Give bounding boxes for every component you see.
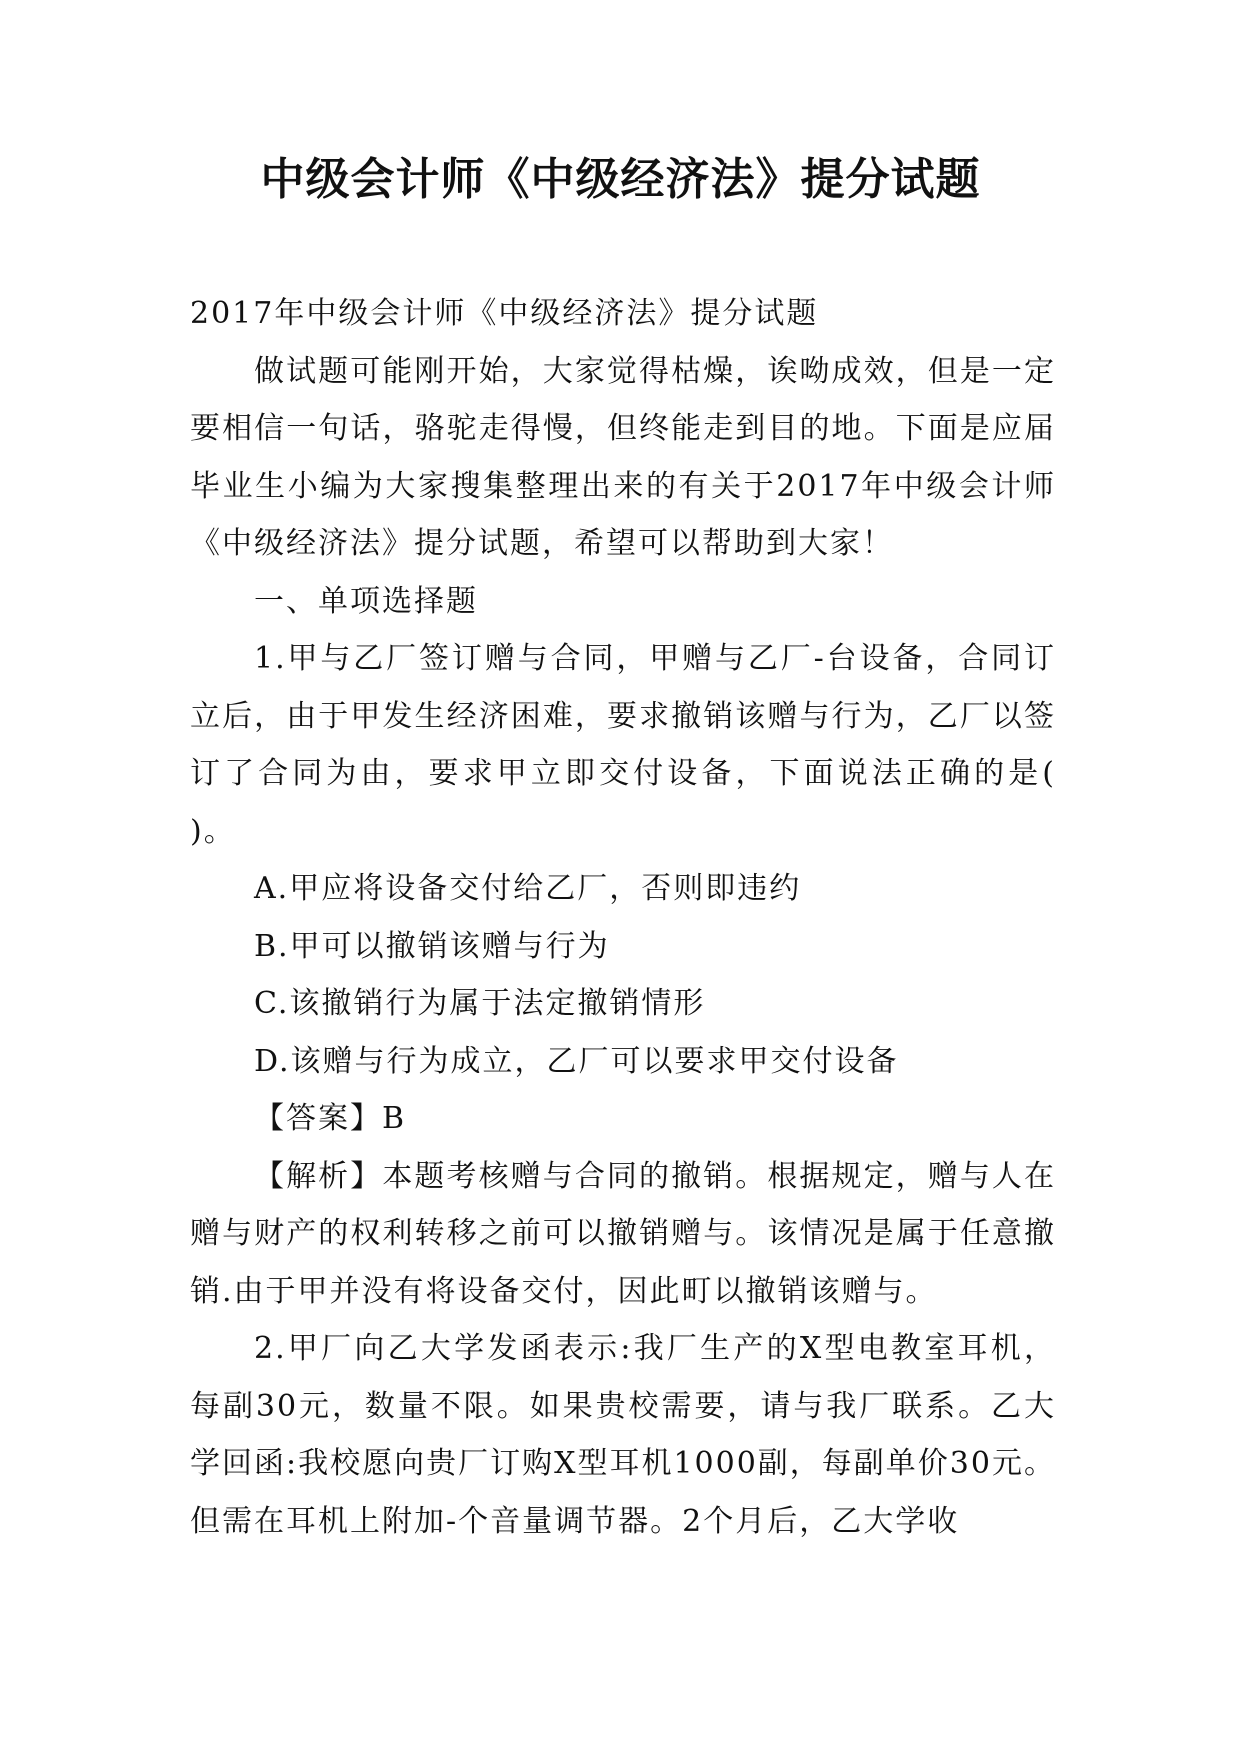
analysis: 【解析】本题考核赠与合同的撤销。根据规定，赠与人在赠与财产的权利转移之前可以撤销赠与。该情况是属于任意撤销.由于甲并没有将设备交付，因此町以撤销该赠与。 [190, 1158, 1056, 1309]
subtitle-paragraph: 2017年中级会计师《中级经济法》提分试题 [190, 296, 819, 331]
option-d: D.该赠与行为成立，乙厂可以要求甲交付设备 [254, 1043, 899, 1079]
answer: 【答案】B [254, 1101, 407, 1136]
option-b: B.甲可以撤销该赠与行为 [254, 928, 610, 964]
document-body [190, 285, 1056, 1550]
option-c: C.该撤销行为属于法定撤销情形 [254, 986, 706, 1021]
intro-paragraph: 做试题可能刚开始，大家觉得枯燥，诶呦成效，但是一定要相信一句话，骆驼走得慢，但终能走到目的地。下面是应届毕业生小编为大家搜集整理出来的有关于2017年中级会计师《中级经济法》提分试题，希望可以帮助到大家！ [190, 353, 1056, 561]
question-2: 2.甲厂向乙大学发函表示:我厂生产的X型电教室耳机，每副30元，数量不限。如果贵校需要，请与我厂联系。乙大学回函:我校愿向贵厂订购X型耳机1000副，每副单价30元。但需在耳机上附加-个音量调节器。2个月后，乙大学收 [190, 1331, 1056, 1539]
option-a: A.甲应将设备交付给乙厂，否则即违约 [254, 871, 802, 906]
question-1: 1.甲与乙厂签订赠与合同，甲赠与乙厂-台设备，合同订立后，由于甲发生经济困难，要求撤销该赠与行为，乙厂以签订了合同为由，要求甲立即交付设备，下面说法正确的是( )。 [190, 641, 1056, 849]
document-title: 中级会计师《中级经济法》提分试题 [260, 154, 981, 205]
section-heading: 一、单项选择题 [254, 583, 478, 619]
